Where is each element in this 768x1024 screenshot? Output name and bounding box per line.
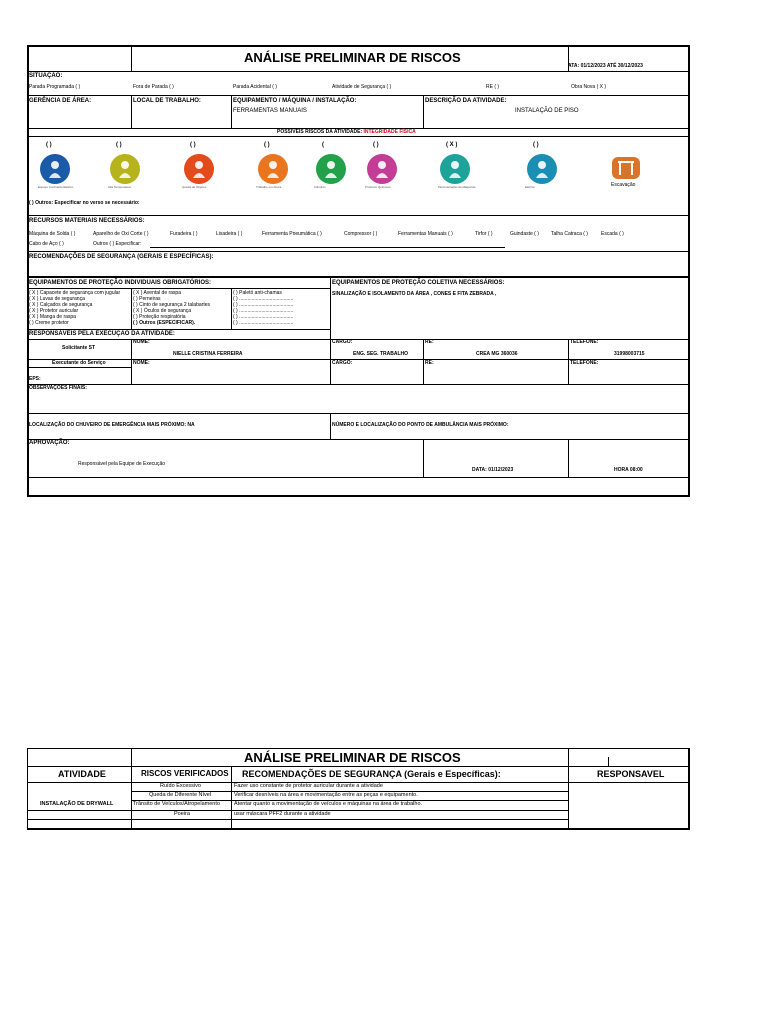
divider — [27, 329, 330, 330]
recurso-item: Aparelho de Oxi Corte ( ) — [93, 231, 149, 237]
epi-item: ( ) Perneiras — [133, 296, 161, 302]
outros-especificar: ( ) Outros: Especificar no verso se necessário: — [29, 200, 140, 206]
divider — [330, 277, 331, 339]
divider — [27, 819, 568, 820]
divider — [27, 215, 690, 216]
risk-checkbox-mark: ( ) — [264, 142, 270, 148]
local-label: LOCAL DE TRABALHO: — [133, 98, 201, 104]
risk-caption: Escavação — [611, 182, 636, 188]
risk-icon — [367, 154, 397, 184]
risco-cell: Ruído Excessivo — [160, 783, 201, 789]
solicitante-re: CREA MG 360036 — [476, 351, 518, 357]
risk-icon — [258, 154, 288, 184]
divider — [27, 384, 690, 385]
recurso-item: Outros ( ) Especificar: — [93, 241, 142, 247]
situacao-item: Atividade de Segurança ( ) — [332, 84, 392, 90]
recurso-item: Guindaste ( ) — [510, 231, 539, 237]
risk-caption: Trabalho em Altura — [256, 185, 282, 189]
risk-checkbox-mark: ( ) — [46, 142, 52, 148]
divider — [27, 136, 690, 137]
col-atividade: ATIVIDADE — [58, 769, 106, 779]
divider — [27, 288, 330, 289]
situacao-item: Parada Programada ( ) — [29, 84, 81, 90]
recomendacao-cell: Verificar desníveis na área e movimentação entre as peças e equipamento. — [234, 792, 418, 798]
epi-item: ( ) Proteção respiratória — [133, 314, 186, 320]
aprovacao-data: DATA: 01/12/2023 — [472, 467, 514, 473]
form-frame — [27, 45, 690, 497]
epi-label: EQUIPAMENTOS DE PROTEÇÃO INDIVIDUAIS OBRIGATÓRIOS: — [29, 280, 212, 286]
risk-checkbox-mark: ( X ) — [446, 142, 458, 148]
date-range: ATA: 01/12/2023 ATÉ 30/12/2023 — [568, 63, 643, 69]
risco-cell: Poeira — [174, 811, 190, 817]
col-responsavel: RESPONSAVEL — [597, 769, 665, 779]
re-label: RE: — [425, 360, 434, 366]
riscos-label: POSSÍVEIS RISCOS DA ATIVIDADE: — [277, 129, 363, 135]
epi-item: ( X ) Calçados de segurança — [29, 302, 93, 308]
gerencia-label: GERÊNCIA DE ÁREA: — [29, 98, 92, 104]
recomendacao-cell: Fazer uso constante de protetor auricular durante a atividade — [234, 783, 383, 789]
cargo-label: CARGO: — [332, 360, 353, 366]
risk-checkbox-mark: ( ) — [373, 142, 379, 148]
recurso-item: Furadeira ( ) — [170, 231, 198, 237]
epi-item: ( X ) Luvas de segurança — [29, 296, 85, 302]
epc-label: EQUIPAMENTOS DE PROTEÇÃO COLETIVA NECESSÁRIOS: — [332, 280, 505, 286]
risk-icon — [440, 154, 470, 184]
recurso-item: Cabo de Aço ( ) — [29, 241, 64, 247]
situacao-item: Fora de Parada ( ) — [133, 84, 174, 90]
risco-cell: Queda de Diferente Nível — [149, 792, 212, 798]
divider — [568, 748, 569, 830]
divider — [27, 766, 690, 767]
equipamento-value: FERRAMENTAS MANUAIS — [233, 108, 307, 114]
risk-caption: Cilindros — [314, 185, 326, 189]
situacao-label: SITUAÇÃO: — [29, 73, 63, 79]
recurso-item: Máquina de Solda ( ) — [29, 231, 76, 237]
epi-item: ( X ) Capacete de segurança com jugular — [29, 290, 121, 296]
epi-item: ( X ) Protetor auricular — [29, 308, 79, 314]
recurso-item: Tirfor ( ) — [475, 231, 493, 237]
epi-item: ( ) Creme protetor — [29, 320, 69, 326]
atividade-value: INSTALAÇÃO DE DRYWALL — [40, 801, 114, 807]
form2-title: ANÁLISE PRELIMINAR DE RISCOS — [244, 750, 461, 765]
riscos-value: INTEGRIDADE FÍSICA — [363, 129, 416, 135]
risk-caption: Espaço Confinado Elétrico — [38, 185, 74, 189]
recurso-item: Talha Catraca ( ) — [551, 231, 588, 237]
recomendacao-cell: usar máscara PFF2 durante a atividade — [234, 811, 331, 817]
aprovacao-hora: HORA 08:00 — [614, 467, 643, 473]
telefone-label: TELEFONE: — [570, 360, 599, 366]
ponto-ambulancia: NÚMERO E LOCALIZAÇÃO DO PONTO DE AMBULÂNCIA MAIS PRÓXIMO: — [332, 422, 509, 428]
epi-item: ( ) ....................................... — [233, 320, 294, 326]
divider — [423, 95, 424, 128]
divider — [330, 339, 331, 384]
especificar-line — [150, 247, 505, 248]
col-riscos: RISCOS VERIFICADOS — [141, 769, 229, 778]
recurso-item: Ferramenta Pneumática ( ) — [262, 231, 322, 237]
epi-item: ( ) Cinto de segurança 2 talabartes — [133, 302, 210, 308]
telefone-label: TELEFONE: — [570, 339, 599, 345]
divider — [27, 439, 690, 440]
epi-item: ( ) ....................................... — [233, 308, 294, 314]
risk-caption: Alta Temperatura — [108, 185, 131, 189]
risk-icon — [316, 154, 346, 184]
epi-item: ( ) Paletó anti-chamas — [233, 290, 282, 296]
solicitante-label: Solicitante ST — [62, 345, 96, 351]
risk-checkbox-mark: ( ) — [190, 142, 196, 148]
divider — [423, 439, 424, 477]
descricao-value: INSTALAÇÃO DE PISO — [515, 108, 579, 114]
recurso-item: Ferramentas Manuais ( ) — [398, 231, 453, 237]
nome-label: NOME: — [133, 339, 150, 345]
situacao-item: RE ( ) — [486, 84, 500, 90]
divider — [27, 413, 690, 414]
risk-icon — [612, 157, 640, 179]
epi-item: ( X ) Óculos de segurança — [133, 308, 192, 314]
recurso-item: Escada ( ) — [601, 231, 624, 237]
risk-icon — [110, 154, 140, 184]
divider — [27, 367, 131, 368]
divider — [27, 477, 690, 478]
divider — [131, 339, 132, 384]
risk-icon — [527, 154, 557, 184]
equipamento-label: EQUIPAMENTO / MÁQUINA / INSTALAÇÃO: — [233, 98, 357, 104]
solicitante-cargo: ENG. SEG. TRABALHO — [353, 351, 409, 357]
risk-checkbox-mark: ( ) — [116, 142, 122, 148]
observacoes-label: OBSERVAÇÕES FINAIS: — [29, 385, 87, 391]
situacao-item: Parada Acidental ( ) — [233, 84, 277, 90]
epi-item: ( ) ....................................... — [233, 296, 294, 302]
aprovacao-label: APROVAÇÃO: — [29, 440, 70, 446]
riscos-header — [277, 130, 416, 135]
epi-item: ( ) Outros (ESPECIFICAR). — [133, 320, 196, 326]
divider — [231, 766, 232, 830]
solicitante-nome: NIELLE CRISTINA FERREIRA — [173, 351, 243, 357]
eps-label: EPS: — [29, 376, 41, 382]
risk-caption: Queda de Objetos — [182, 185, 207, 189]
divider — [568, 439, 569, 477]
divider — [568, 339, 569, 384]
executante-label: Executante do Serviço — [52, 360, 106, 366]
recurso-item: Compressor ( ) — [344, 231, 378, 237]
divider — [27, 71, 690, 72]
divider — [27, 95, 690, 96]
risk-icon — [40, 154, 70, 184]
epi-item: ( ) ....................................... — [233, 314, 294, 320]
risco-cell: Trânsito de Veículos/Atropelamento — [133, 801, 220, 807]
cargo-label: CARGO: — [332, 339, 353, 345]
divider — [27, 251, 690, 252]
epi-item: ( ) ....................................... — [233, 302, 294, 308]
divider — [131, 288, 132, 329]
divider — [27, 276, 690, 278]
solicitante-telefone: 31998003715 — [614, 351, 645, 357]
aprovacao-text: Responsável pela Equipe de Execução — [78, 461, 166, 467]
divider — [131, 95, 132, 128]
epi-item: ( X ) Manga de raspa — [29, 314, 76, 320]
chuveiro-emergencia: LOCALIZAÇÃO DO CHUVEIRO DE EMERGÊNCIA MAIS PRÓXIMO: NA — [29, 422, 195, 428]
nome-label: NOME: — [133, 360, 150, 366]
divider — [330, 413, 331, 439]
form-title: ANÁLISE PRELIMINAR DE RISCOS — [244, 50, 461, 65]
recursos-label: RECURSOS MATERIAIS NECESSÁRIOS: — [29, 218, 145, 224]
epc-value: SINALIZAÇÃO E ISOLAMENTO DA ÁREA , CONES E FITA ZEBRADA , — [332, 291, 497, 297]
risk-caption: Movimentação de Máquinas — [438, 185, 476, 189]
col-recomendacoes: RECOMENDAÇÕES DE SEGURANÇA (Gerais e Específicas): — [242, 769, 501, 779]
situacao-item: Obra Nova ( X ) — [571, 84, 607, 90]
re-label: RE: — [425, 339, 434, 345]
risk-caption: Produtos Químicos — [365, 185, 391, 189]
responsaveis-label: RESPONSÁVEIS PELA EXECUÇÃO DA ATIVIDADE: — [29, 331, 175, 337]
recomendacoes-label: RECOMENDAÇÕES DE SEGURANÇA (GERAIS E ESPECÍFICAS): — [29, 254, 214, 260]
epi-item: ( X ) Avental de raspa — [133, 290, 181, 296]
divider — [131, 45, 132, 72]
divider — [231, 95, 232, 128]
divider — [131, 748, 132, 830]
risk-checkbox-mark: ( ) — [533, 142, 539, 148]
recurso-item: Lixadeira ( ) — [216, 231, 243, 237]
risk-icon — [184, 154, 214, 184]
descricao-label: DESCRIÇÃO DA ATIVIDADE: — [425, 98, 507, 104]
divider — [423, 339, 424, 384]
risk-checkbox-mark: ( — [322, 142, 324, 148]
risk-caption: Elétrico — [525, 185, 536, 189]
recomendacao-cell: Atentar quanto a movimentação de veículos e máquinas na área de trabalho. — [234, 801, 423, 807]
divider — [231, 288, 232, 329]
